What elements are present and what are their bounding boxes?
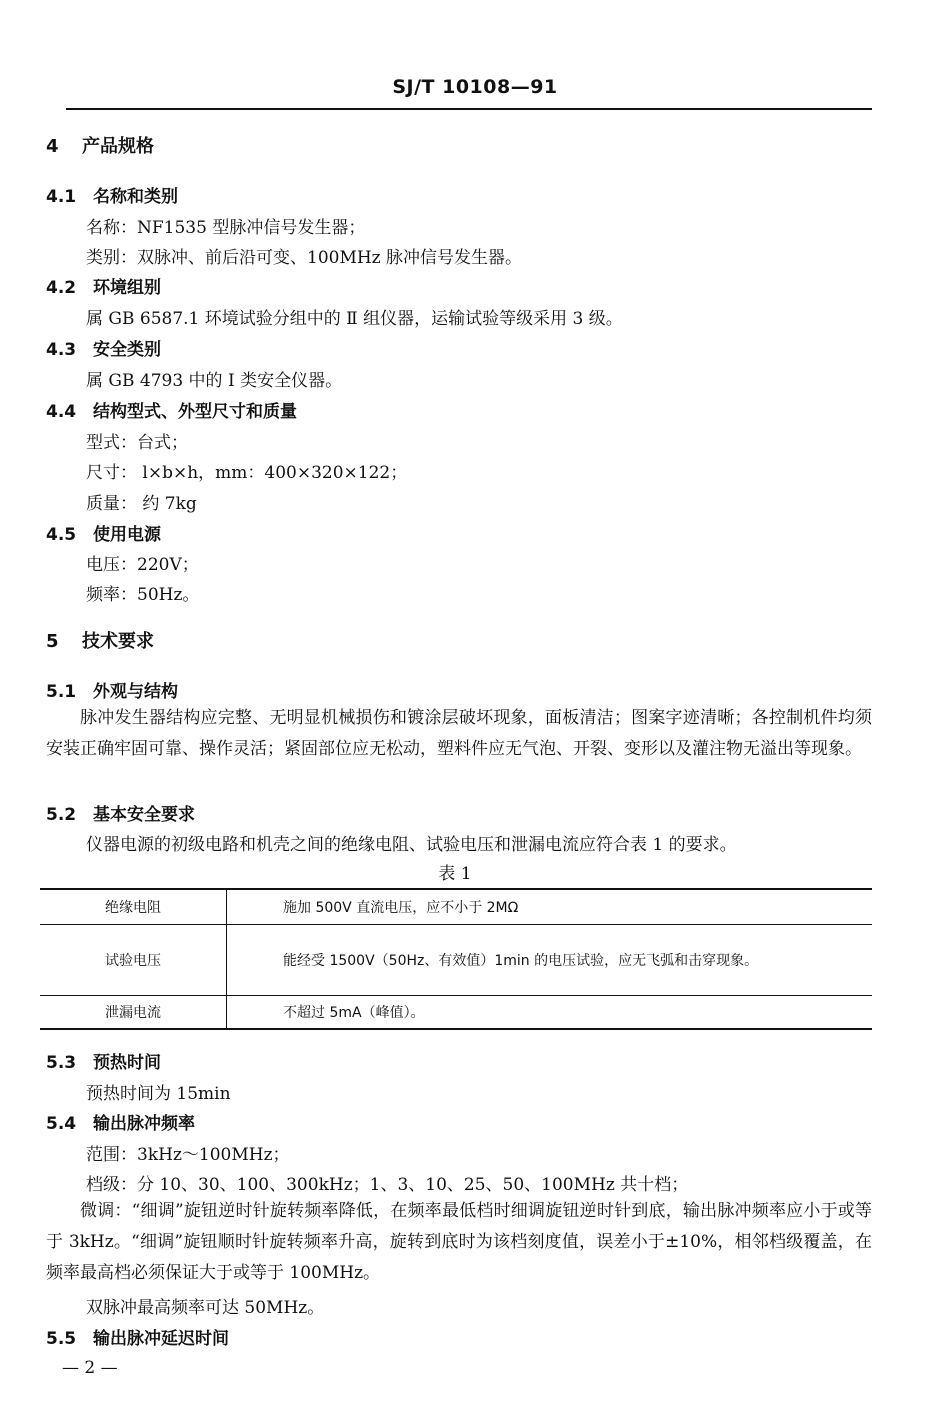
text-line: 预热时间为 15min <box>86 1084 231 1104</box>
text-line: 属 GB 6587.1 环境试验分组中的 Ⅱ 组仪器，运输试验等级采用 3 级。 <box>86 309 623 329</box>
text-line: 类别：双脉冲、前后沿可变、100MHz 脉冲信号发生器。 <box>86 248 523 268</box>
section-number: 4 <box>46 136 59 157</box>
text-line: 范围：3kHz～100MHz； <box>86 1145 290 1165</box>
table-cell-name: 泄漏电流 <box>40 995 227 1029</box>
section-number: 4.5 <box>46 525 77 545</box>
table-row <box>40 889 872 924</box>
text-line: 双脉冲最高频率可达 50MHz。 <box>86 1298 325 1318</box>
section-number: 4.4 <box>46 402 77 422</box>
section-number: 5.4 <box>46 1114 77 1134</box>
text-line: 型式：台式； <box>86 433 188 453</box>
section-5-1-heading <box>46 677 178 702</box>
section-number: 4.1 <box>46 187 77 207</box>
text-line: 属 GB 4793 中的 I 类安全仪器。 <box>86 371 343 391</box>
section-5-heading <box>46 627 154 653</box>
section-4-2-heading <box>46 273 161 298</box>
section-4-1-heading <box>46 182 178 207</box>
section-title: 结构型式、外型尺寸和质量 <box>93 402 297 422</box>
page-number: — 2 — <box>62 1358 118 1378</box>
table-row <box>40 924 872 995</box>
header-rule <box>66 108 872 110</box>
section-4-5-heading <box>46 520 161 545</box>
section-title: 外观与结构 <box>93 682 178 702</box>
section-title: 环境组别 <box>93 278 161 298</box>
table-cell-requirement: 能经受 1500V（50Hz、有效值）1min 的电压试验，应无飞弧和击穿现象。 <box>227 924 873 995</box>
section-number: 5.5 <box>46 1329 77 1349</box>
section-4-heading <box>46 132 154 158</box>
text-line: 名称：NF1535 型脉冲信号发生器； <box>86 218 366 238</box>
section-4-3-heading <box>46 335 161 360</box>
section-title: 产品规格 <box>82 136 154 157</box>
section-number: 4.2 <box>46 278 77 298</box>
section-number: 5 <box>46 631 59 652</box>
section-5-3-heading <box>46 1048 161 1073</box>
paragraph-5-2: 仪器电源的初级电路和机壳之间的绝缘电阻、试验电压和泄漏电流应符合表 1 的要求。 <box>86 835 737 855</box>
text-line: 档级：分 10、30、100、300kHz；1、3、10、25、50、100MHz 共十档； <box>86 1175 689 1195</box>
section-5-2-heading <box>46 800 195 825</box>
table-cell-requirement: 施加 500V 直流电压，应不小于 2MΩ <box>227 889 873 924</box>
section-number: 5.1 <box>46 682 77 702</box>
section-title: 使用电源 <box>93 525 161 545</box>
section-5-5-heading <box>46 1324 229 1349</box>
table-1 <box>40 888 872 1030</box>
table-cell-requirement: 不超过 5mA（峰值）。 <box>283 1004 425 1021</box>
section-5-4-heading <box>46 1109 195 1134</box>
section-title: 预热时间 <box>93 1053 161 1073</box>
text-line: 尺寸： l×b×h，mm：400×320×122； <box>86 463 408 483</box>
section-number: 5.2 <box>46 805 77 825</box>
section-title: 技术要求 <box>82 631 154 652</box>
section-title: 安全类别 <box>93 340 161 360</box>
section-number: 4.3 <box>46 340 77 360</box>
paragraph-5-1: 脉冲发生器结构应完整、无明显机械损伤和镀涂层破坏现象，面板清洁；图案字迹清晰；各控制机件均须安装正确牢固可靠、操作灵活；紧固部位应无松动，塑料件应无气泡、开裂、变形以及灌注物无溢出等现象。 <box>46 708 872 759</box>
text-line: 频率：50Hz。 <box>86 585 200 605</box>
text-line: 质量： 约 7kg <box>86 494 197 514</box>
table-cell-name: 试验电压 <box>40 924 227 995</box>
paragraph-5-4-fine-tune: 微调：“细调”旋钮逆时针旋转频率降低，在频率最低档时细调旋钮逆时针到底，输出脉冲频率应小于或等于 3kHz。“细调”旋钮顺时针旋转频率升高，旋转到底时为该档刻度值，误差小于±10%，相邻档级覆盖，在频率最高档必须保证大于或等于 100MHz。 <box>46 1201 872 1283</box>
table-cell-name: 绝缘电阻 <box>40 889 227 924</box>
section-number: 5.3 <box>46 1053 77 1073</box>
document-code-header: SJ/T 10108—91 <box>392 76 558 98</box>
section-4-4-heading <box>46 397 297 422</box>
section-title: 输出脉冲频率 <box>93 1114 195 1134</box>
section-title: 基本安全要求 <box>93 805 195 825</box>
table-caption: 表 1 <box>438 864 472 884</box>
table-row <box>40 995 872 1029</box>
section-title: 名称和类别 <box>93 187 178 207</box>
text-line: 电压：220V； <box>86 555 199 575</box>
section-title: 输出脉冲延迟时间 <box>93 1329 229 1349</box>
